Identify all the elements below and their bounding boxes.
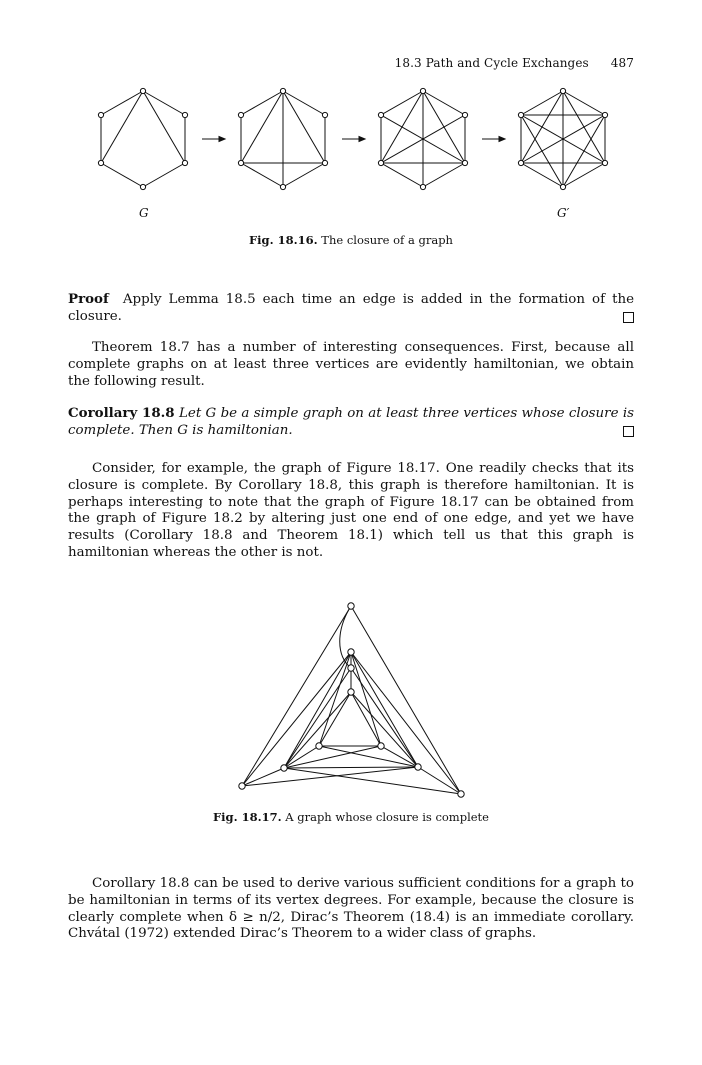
proof-paragraph	[68, 291, 634, 326]
graph-vertex	[518, 160, 523, 165]
page-number: 487	[610, 56, 634, 70]
graph-edge	[143, 91, 185, 115]
figure-18-17-caption-text: A graph whose closure is complete	[285, 810, 489, 824]
graph-edge	[143, 163, 185, 187]
graph-edge	[284, 746, 319, 768]
corollary-label: Corollary 18.8	[68, 405, 175, 421]
figure-18-16-caption	[68, 233, 634, 247]
graph-edge	[101, 163, 143, 187]
graph-label-g-prime: G′	[557, 206, 570, 220]
graph-edge	[563, 163, 605, 187]
graph-vertex	[462, 112, 467, 117]
graph-edge	[284, 692, 351, 768]
qed-box-icon	[623, 426, 634, 437]
figure-18-16	[0, 80, 702, 230]
corollary-statement: Let G be a simple graph on at least three vertices whose closure is complete. Then G is hamiltonian.	[68, 406, 635, 438]
graph-vertex	[560, 184, 565, 189]
graph-vertex	[316, 743, 322, 749]
figure-18-17-caption	[68, 810, 634, 824]
graph-edge	[418, 767, 461, 794]
graph-vertex	[458, 791, 464, 797]
graph-edge	[521, 115, 563, 187]
graph-label-g: G	[139, 206, 149, 220]
graph-edge	[143, 91, 185, 163]
figure-18-17-caption-number: Fig. 18.17.	[213, 810, 282, 824]
paragraph-example: Consider, for example, the graph of Figure 18.17. One readily checks that its closure is complete. By Corollary 18.8, this graph is therefore hamiltonian. It is perhaps interesting to note that the graph of Figure 18.17 can be obtained from the graph of Figure 18.2 by altering just one end of one edge, and yet we have results (Corollary 18.8 and Theorem 18.1) which tell us that this graph is hamiltonian whereas the other is not.	[68, 461, 634, 560]
graph-vertex	[140, 88, 145, 93]
figure-18-17	[0, 590, 702, 805]
figure-18-16-caption-number: Fig. 18.16.	[249, 233, 318, 247]
graph-vertex	[322, 112, 327, 117]
graph-edge	[381, 163, 423, 187]
graph-edge	[283, 91, 325, 115]
graph-vertex	[420, 184, 425, 189]
graph-edge	[563, 91, 605, 115]
graph-vertex	[378, 112, 383, 117]
graph-edge	[351, 606, 461, 794]
graph-vertex	[518, 112, 523, 117]
graph-edge	[423, 163, 465, 187]
graph-edge	[381, 91, 423, 115]
paragraph-dirac-corollary: Corollary 18.8 can be used to derive various sufficient conditions for a graph to be hamiltonian in terms of its vertex degrees. For example, because the closure is clearly complete when δ ≥ n/2, Dirac’s Theorem (18.4) is an immediate corollary. Chvátal (1972) extended Dirac’s Theorem to a wider class of graphs.	[68, 876, 634, 942]
arrow-head-icon	[359, 137, 365, 142]
graph-edge	[284, 767, 418, 768]
graph-vertex	[348, 689, 354, 695]
graph-edge	[521, 163, 563, 187]
graph-edge	[101, 91, 143, 115]
graph-edge	[423, 91, 465, 115]
graph-edge	[283, 91, 325, 163]
graph-vertex	[348, 665, 354, 671]
graph-vertex	[140, 184, 145, 189]
graph-edge	[242, 767, 418, 786]
graph-vertex	[280, 184, 285, 189]
graph-vertex	[280, 88, 285, 93]
graph-vertex	[378, 160, 383, 165]
graph-edge	[351, 668, 418, 767]
graph-edge	[241, 91, 283, 115]
proof-text: Apply Lemma 18.5 each time an edge is added in the formation of the closure.	[68, 292, 635, 324]
graph-vertex	[348, 603, 354, 609]
graph-vertex	[238, 112, 243, 117]
graph-edge	[241, 91, 283, 163]
graph-edge	[283, 163, 325, 187]
graph-vertex	[239, 783, 245, 789]
graph-vertex	[98, 160, 103, 165]
graph-vertex	[602, 160, 607, 165]
running-title: 18.3 Path and Cycle Exchanges	[394, 56, 589, 70]
proof-label: Proof	[68, 291, 109, 307]
graph-edge	[521, 91, 563, 115]
graph-vertex	[378, 743, 384, 749]
graph-vertex	[182, 112, 187, 117]
figure-18-16-caption-text: The closure of a graph	[321, 233, 453, 247]
graph-edge	[284, 668, 351, 768]
graph-vertex	[281, 765, 287, 771]
graph-vertex	[462, 160, 467, 165]
graph-vertex	[420, 88, 425, 93]
graph-vertex	[238, 160, 243, 165]
corollary-paragraph	[68, 405, 634, 440]
graph-edge	[351, 652, 381, 746]
arrow-head-icon	[219, 137, 225, 142]
graph-vertex	[322, 160, 327, 165]
qed-box-icon	[623, 312, 634, 323]
graph-vertex	[98, 112, 103, 117]
paragraph-theorem-consequences: Theorem 18.7 has a number of interesting consequences. First, because all complete graphs on at least three vertices are evidently hamiltonian, we obtain the following result.	[68, 340, 634, 389]
graph-vertex	[560, 88, 565, 93]
graph-vertex	[182, 160, 187, 165]
graph-edge	[563, 115, 605, 187]
running-header	[68, 56, 634, 70]
graph-edge	[242, 606, 351, 786]
graph-vertex	[415, 764, 421, 770]
arrow-head-icon	[499, 137, 505, 142]
graph-vertex	[602, 112, 607, 117]
graph-vertex	[348, 649, 354, 655]
graph-edge	[101, 91, 143, 163]
graph-edge	[241, 163, 283, 187]
